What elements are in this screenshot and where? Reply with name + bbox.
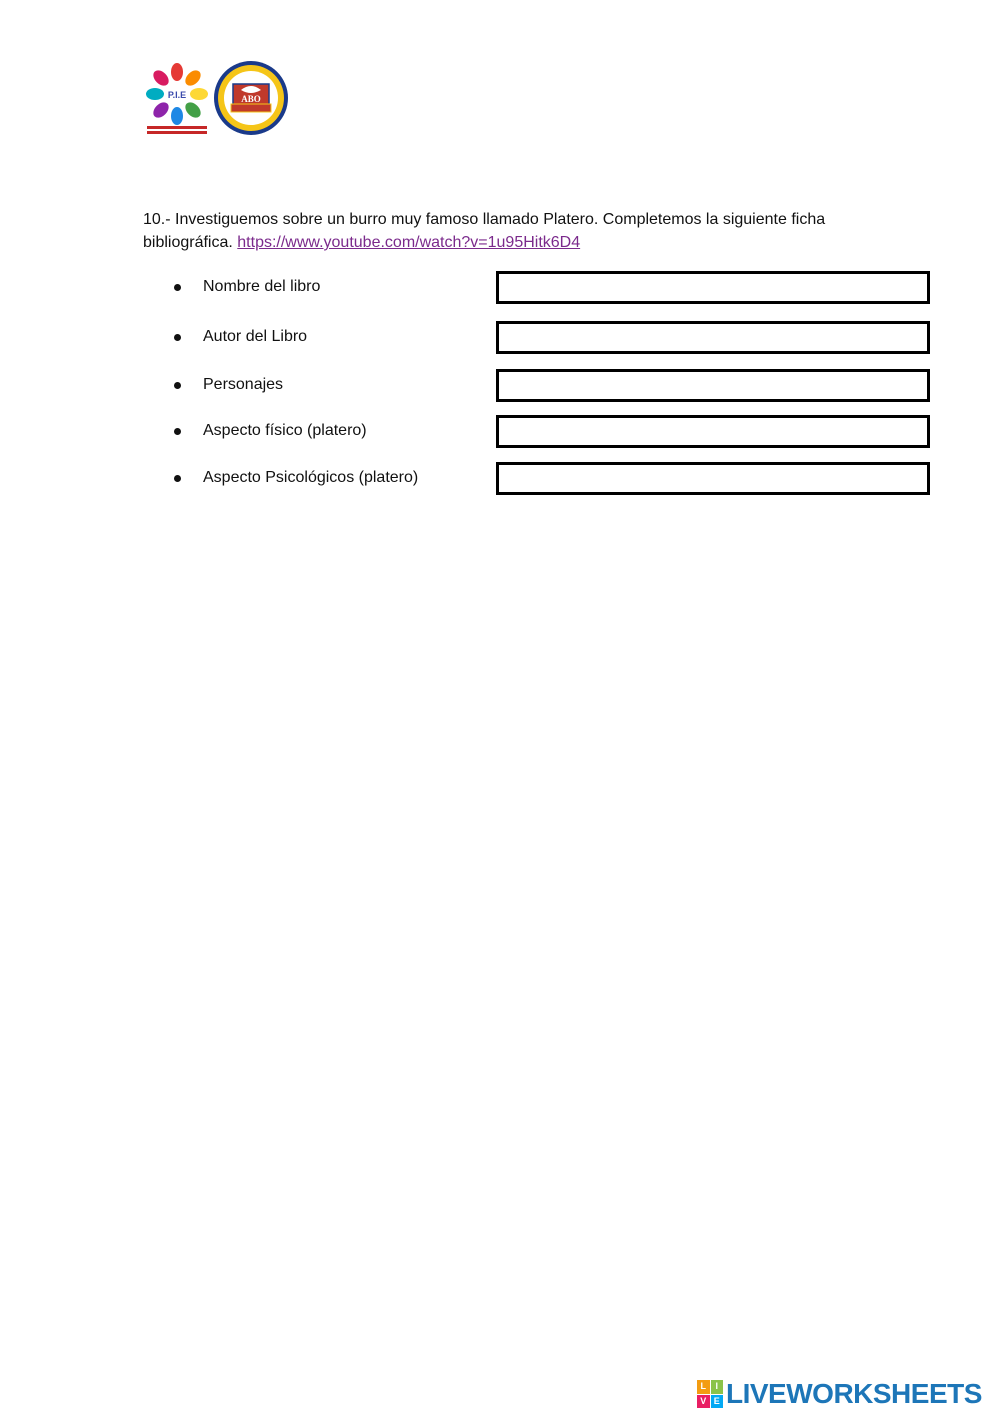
field-row-personajes [0, 369, 1000, 403]
bullet-icon [174, 475, 181, 482]
bullet-icon [174, 284, 181, 291]
field-label: Nombre del libro [203, 278, 321, 295]
youtube-link[interactable]: https://www.youtube.com/watch?v=1u95Hitk6D4 [237, 234, 581, 251]
bullet-icon [174, 428, 181, 435]
pie-logo-text: P.I.E [167, 90, 187, 100]
answer-input-nombre[interactable] [496, 271, 930, 304]
answer-input-aspecto-psicologico[interactable] [496, 462, 930, 495]
answer-input-aspecto-fisico[interactable] [496, 415, 930, 448]
field-label: Autor del Libro [203, 328, 308, 345]
field-row-nombre [0, 271, 1000, 305]
liveworksheets-logo [697, 1378, 982, 1410]
question-prompt [143, 208, 863, 254]
school-seal [214, 61, 288, 135]
field-label: Aspecto físico (platero) [203, 422, 367, 439]
field-row-aspecto-psicologico [0, 462, 1000, 496]
field-row-autor [0, 321, 1000, 355]
bullet-icon [174, 382, 181, 389]
field-row-aspecto-fisico [0, 415, 1000, 449]
answer-input-autor[interactable] [496, 321, 930, 354]
liveworksheets-mark-icon: L I V E [697, 1380, 723, 1408]
field-label: Personajes [203, 376, 284, 393]
pie-hands-logo [145, 58, 295, 144]
seal-text: ABO [241, 94, 261, 104]
bullet-icon [174, 334, 181, 341]
answer-input-personajes[interactable] [496, 369, 930, 402]
question-text: 10.- Investiguemos sobre un burro muy famoso llamado Platero. Completemos la siguiente ficha bibliográfica. [143, 211, 826, 251]
school-logos [145, 58, 295, 144]
field-label: Aspecto Psicológicos (platero) [203, 469, 419, 486]
liveworksheets-wordmark: LIVEWORKSHEETS [726, 1378, 982, 1409]
